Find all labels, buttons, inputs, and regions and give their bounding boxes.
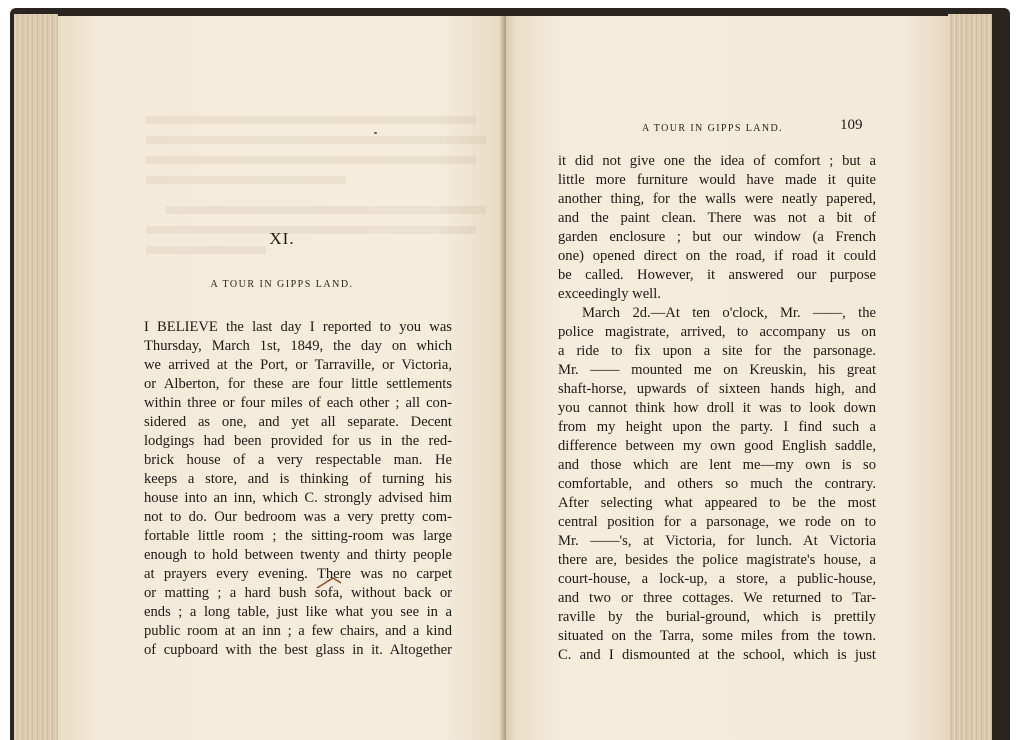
- text-line: and the paint clean. There was not a bit of: [558, 210, 876, 226]
- text-line: not to do. Our bedroom was a very pretty com-: [144, 509, 452, 525]
- text-line: enough to hold between twenty and thirty people: [144, 547, 452, 563]
- text-line: central position for a parsonage, we rode on to: [558, 514, 876, 530]
- text-line: March 2d.—At ten o'clock, Mr. ——, the: [582, 305, 876, 321]
- text-line: another thing, for the walls were neatly papered,: [558, 191, 876, 207]
- text-line: public room at an inn ; a few chairs, and a kind: [144, 623, 452, 639]
- pencil-mark: [315, 574, 345, 592]
- text-line: garden enclosure ; but our window (a French: [558, 229, 876, 245]
- text-line: be called. However, it answered our purpose: [558, 267, 876, 283]
- text-line: from my height upon the party. I find such a: [558, 419, 876, 435]
- text-line: one) opened direct on the road, if road it could: [558, 248, 876, 264]
- text-line: within three or four miles of each other ; all con-: [144, 395, 452, 411]
- text-line: exceedingly well.: [558, 286, 661, 302]
- right-page-body: [558, 152, 876, 665]
- text-line: lodgings had been provided for us in the red-: [144, 433, 452, 449]
- text-line: After selecting what appeared to be the most: [558, 495, 876, 511]
- right-page: [506, 16, 950, 740]
- text-line: and those which are lent me—my own is so: [558, 457, 876, 473]
- text-line: of cupboard with the best glass in it. Altogether: [144, 642, 452, 658]
- text-line: you cannot think how droll it was to look down: [558, 400, 876, 416]
- text-line: Thursday, March 1st, 1849, the day on which: [144, 338, 452, 354]
- ink-speck: [374, 132, 377, 134]
- text-line: ends ; a long table, just like what you see in a: [144, 604, 452, 620]
- text-line: a ride to fix upon a site for the parsonage.: [558, 343, 876, 359]
- text-line: at prayers every evening. There was no carpet: [144, 566, 452, 582]
- text-line: little more furniture would have made it quite: [558, 172, 876, 188]
- text-line: police magistrate, arrived, to accompany us on: [558, 324, 876, 340]
- text-line: we arrived at the Port, or Tarraville, or Victoria,: [144, 357, 452, 373]
- page-number: 109: [840, 117, 863, 133]
- text-line: difference between my own good English saddle,: [558, 438, 876, 454]
- chapter-number: XI.: [269, 229, 295, 248]
- text-line: there are, besides the police magistrate's house, a: [558, 552, 876, 568]
- text-line: brick house of a very respectable man. He: [144, 452, 452, 468]
- text-line: shaft-horse, upwards of sixteen hands high, and: [558, 381, 876, 397]
- text-line: situated on the Tarra, some miles from the town.: [558, 628, 876, 644]
- text-line: I BELIEVE the last day I reported to you was: [144, 319, 452, 335]
- text-line: Mr. —— mounted me on Kreuskin, his great: [558, 362, 876, 378]
- text-line: keeps a store, and is thinking of turning his: [144, 471, 452, 487]
- text-line: court-house, a lock-up, a store, a public-house,: [558, 571, 876, 587]
- text-line: Mr. ——'s, at Victoria, for lunch. At Victoria: [558, 533, 876, 549]
- text-line: fortable little room ; the sitting-room was large: [144, 528, 452, 544]
- text-line: and two or three cottages. We returned to Tar-: [558, 590, 876, 606]
- text-line: comfortable, and others so much the contrary.: [558, 476, 876, 492]
- running-head: A TOUR IN GIPPS LAND.: [642, 123, 783, 134]
- text-line: or Alberton, for these are four little settlements: [144, 376, 452, 392]
- text-line: or matting ; a hard bush sofa, without back or: [144, 585, 452, 601]
- left-page-body: [144, 318, 452, 660]
- right-page-edges: [948, 14, 992, 740]
- left-page-edges: [14, 14, 58, 740]
- text-line: it did not give one the idea of comfort ; but a: [558, 153, 876, 169]
- chapter-title: A TOUR IN GIPPS LAND.: [210, 279, 354, 290]
- text-line: sidered as one, and yet all separate. Decent: [144, 414, 452, 430]
- text-line: raville by the burial-ground, which is prettily: [558, 609, 876, 625]
- left-page: [58, 16, 506, 740]
- text-line: C. and I dismounted at the school, which is just: [558, 647, 876, 663]
- text-line: house into an inn, which C. strongly advised him: [144, 490, 452, 506]
